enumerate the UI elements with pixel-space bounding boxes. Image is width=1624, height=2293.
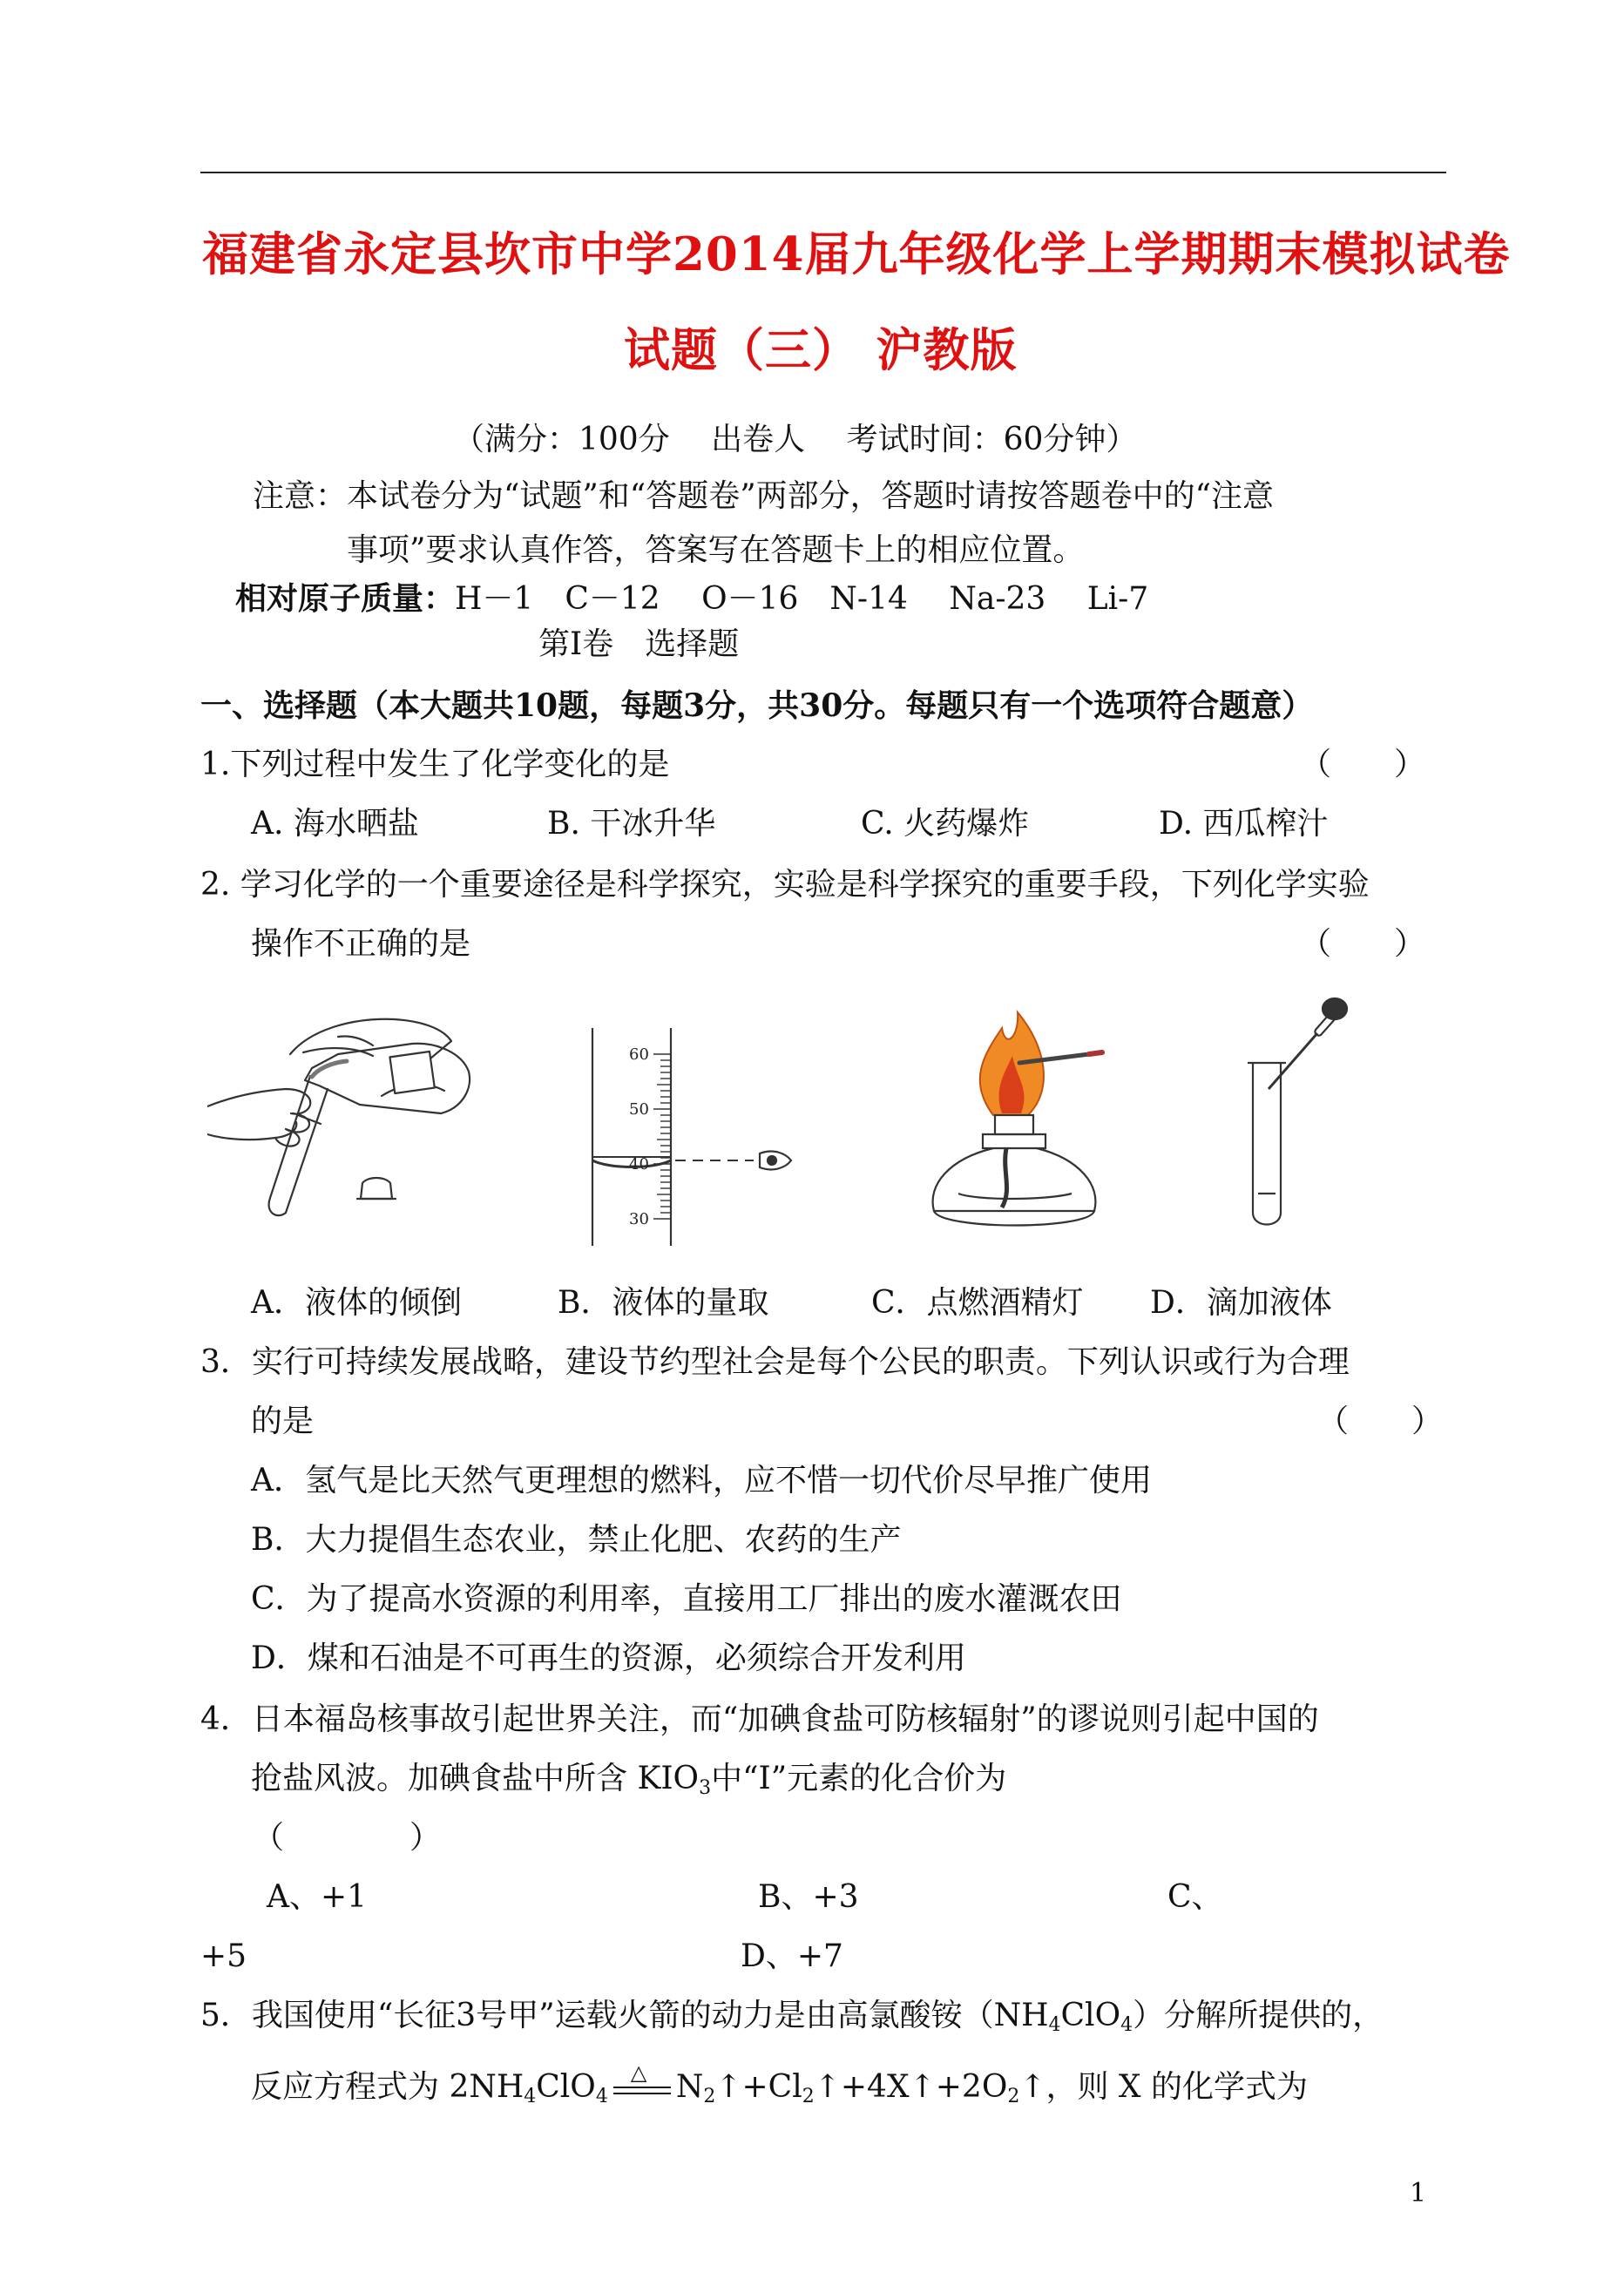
q4-subscript: 3 (699, 1777, 712, 1799)
q3-stem-1: 3．实行可持续发展战略，建设节约型社会是每个公民的职责。下列认识或行为合理 (200, 1344, 1350, 1380)
q5-line-1-pre: 5．我国使用“长征3号甲”运载火箭的动力是由高氯酸铵（NH (200, 1998, 1049, 2033)
q5-eq-sub-1: 4 (524, 2086, 537, 2107)
q5-line-1-end: ）分解所提供的， (1133, 1998, 1384, 2033)
q5-eq-end: ↑，则 X 的化学式为 (1019, 2069, 1309, 2105)
q5-eq-sub-4: 2 (802, 2086, 815, 2107)
top-rule (200, 172, 1446, 173)
q3-option-b: B．大力提倡生态农业，禁止化肥、农药的生产 (251, 1522, 902, 1558)
q5-eq-sub-3: 2 (703, 2086, 716, 2107)
q1-stem: 1.下列过程中发生了化学变化的是 (200, 747, 670, 782)
scale-label-50: 50 (629, 1100, 649, 1119)
q2-bracket: （ ） (1300, 926, 1426, 962)
q2-option-d: D．滴加液体 (1150, 1285, 1332, 1321)
q5-eq-sub-2: 4 (595, 2086, 608, 2107)
section-1-heading: 一、选择题（本大题共10题，每题3分，共30分。每题只有一个选项符合题意） (200, 687, 1314, 724)
q5-eq-reactant-pre: 反应方程式为 2NH (251, 2069, 524, 2105)
q4-option-c: C、 (1167, 1879, 1223, 1915)
q3-option-d: D．煤和石油是不可再生的资源，必须综合开发利用 (251, 1640, 966, 1676)
q4-option-d: D、+7 (741, 1938, 843, 1974)
q4-option-b: B、+3 (758, 1879, 859, 1915)
q5-line-2 (251, 2060, 1309, 2107)
title-line-2: 试题（三） 沪教版 (624, 323, 1018, 377)
q1-option-b: B. 干冰升华 (547, 806, 716, 842)
q5-sub-1: 4 (1048, 2014, 1061, 2036)
q1-option-c: C. 火药爆炸 (861, 806, 1030, 842)
q3-stem-2: 的是 (251, 1404, 315, 1439)
atomic-mass-values: H－1 C－12 O－16 N-14 Na-23 Li-7 (455, 581, 1149, 617)
q4-bracket: （ ） (253, 1820, 442, 1856)
alcohol-lamp-illustration (915, 1002, 1124, 1237)
q4-stem-2-pre: 抢盐风波。加碘食盐中所含 KIO (251, 1761, 700, 1796)
q3-bracket: （ ） (1317, 1404, 1444, 1439)
q5-eq-sub-5: 2 (1007, 2086, 1020, 2107)
q1-option-d: D. 西瓜榨汁 (1159, 806, 1329, 842)
q5-sub-2: 4 (1120, 2014, 1133, 2036)
q5-eq-cl: ↑+Cl (715, 2069, 802, 2105)
q1-bracket: （ ） (1300, 747, 1426, 782)
graduated-cylinder-illustration (558, 1028, 810, 1255)
q5-line-1-mid: ClO (1060, 1998, 1121, 2033)
q2-option-c: C．点燃酒精灯 (871, 1285, 1084, 1321)
q1-option-a: A. 海水晒盐 (251, 806, 419, 842)
q2-stem-1: 2. 学习化学的一个重要途径是科学探究，实验是科学探究的重要手段，下列化学实验 (200, 867, 1370, 903)
q3-option-c: C．为了提高水资源的利用率，直接用工厂排出的废水灌溉农田 (251, 1581, 1122, 1617)
pouring-liquid-illustration (207, 993, 495, 1228)
scale-label-60: 60 (629, 1045, 649, 1064)
q5-eq-x-o: ↑+4X↑+2O (814, 2069, 1008, 2105)
dropper-test-tube-illustration (1237, 993, 1359, 1237)
volume-title: 第Ⅰ卷 选择题 (538, 626, 740, 662)
atomic-mass-row (235, 579, 1148, 619)
q2-stem-2: 操作不正确的是 (251, 926, 471, 962)
q5-eq-reactant-mid: ClO (536, 2069, 596, 2105)
notice-line-2: 事项”要求认真作答，答案写在答题卡上的相应位置。 (347, 532, 1085, 568)
q4-option-c-value: +5 (200, 1938, 247, 1974)
q5-line-1 (200, 1997, 1384, 2035)
q5-heat-equals-sign (608, 2060, 676, 2102)
page-number: 1 (1410, 2178, 1427, 2208)
q4-stem-2-post: 中“I”元素的化合价为 (711, 1761, 1007, 1796)
q4-stem-1: 4．日本福岛核事故引起世界关注，而“加碘食盐可防核辐射”的谬说则引起中国的 (200, 1701, 1319, 1737)
q2-option-a: A．液体的倾倒 (251, 1285, 462, 1321)
title-line-1: 福建省永定县坎市中学2014届九年级化学上学期期末模拟试卷 (202, 227, 1511, 281)
exam-meta: （满分：100分 出卷人 考试时间：60分钟） (453, 422, 1138, 457)
scale-label-30: 30 (629, 1210, 649, 1228)
q3-option-a: A．氢气是比天然气更理想的燃料，应不惜一切代价尽早推广使用 (251, 1463, 1152, 1498)
q4-option-a: A、+1 (267, 1879, 368, 1915)
atomic-mass-label: 相对原子质量： (235, 580, 456, 617)
q2-option-b: B．液体的量取 (558, 1285, 769, 1321)
heat-triangle-icon: △ (630, 2060, 647, 2085)
q5-eq-n: N (675, 2069, 704, 2105)
scale-label-40: 40 (629, 1155, 649, 1174)
q4-stem-2 (251, 1760, 1006, 1798)
notice-line-1: 注意：本试卷分为“试题”和“答题卷”两部分，答题时请按答题卷中的“注意 (253, 478, 1275, 514)
